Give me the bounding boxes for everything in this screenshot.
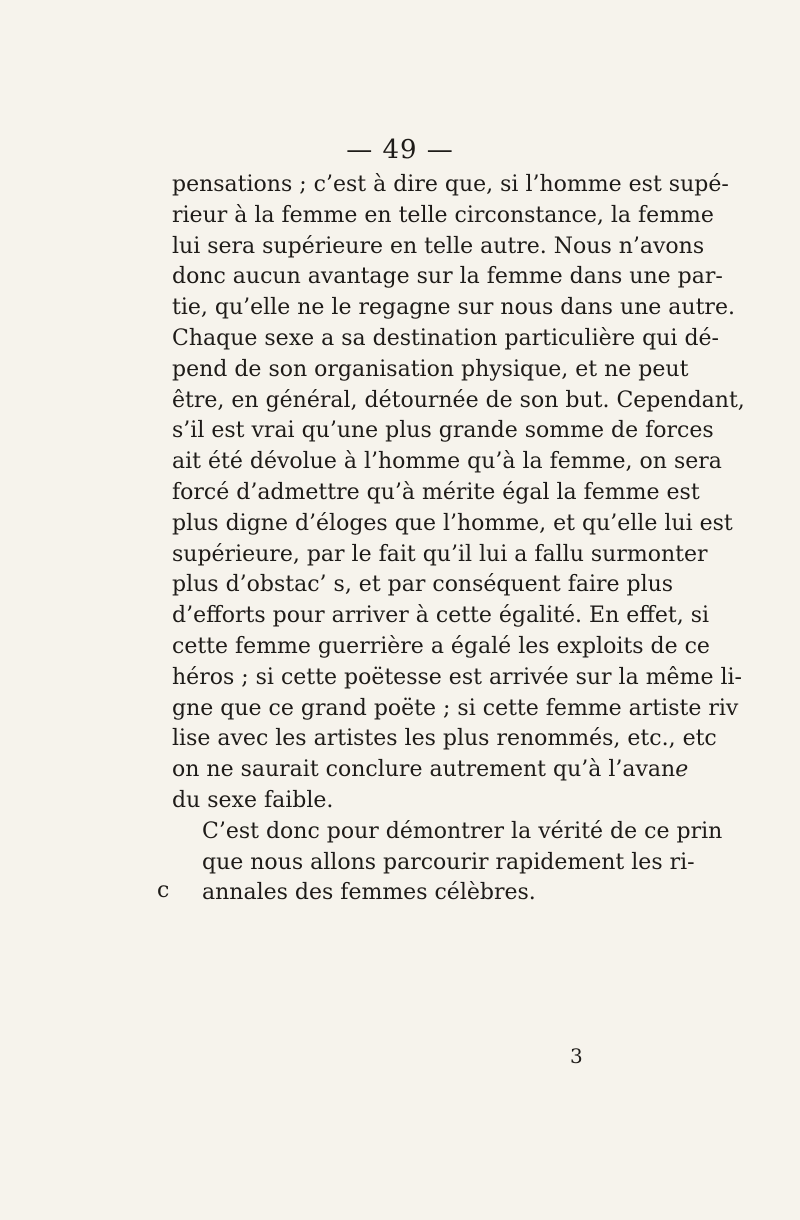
text-line: cette femme guerrière a égalé les exploits de ce: [172, 633, 710, 659]
text-line: plus d’obstac’ s, et par conséquent faire plus: [172, 572, 674, 598]
page-number: — 49 —: [346, 135, 454, 165]
text-line: héros ; si cette poëtesse est arrivée sur la même li-: [172, 664, 742, 690]
text-line: du sexe faible.: [172, 787, 334, 813]
text-line: que nous allons parcourir rapidement les ri-: [202, 849, 695, 875]
text-line: annales des femmes célèbres.: [202, 880, 536, 906]
text-line: on ne saurait conclure autrement qu’à l’avanℯ: [172, 757, 689, 783]
text-line: d’efforts pour arriver à cette égalité. En effet, si: [172, 603, 710, 629]
text-line: plus digne d’éloges que l’homme, et qu’elle lui est: [172, 510, 733, 536]
text-line: forcé d’admettre qu’à mérite égal la femme est: [172, 479, 700, 505]
text-line: lui sera supérieure en telle autre. Nous n’avons: [172, 233, 705, 259]
text-line: tie, qu’elle ne le regagne sur nous dans une autre.: [172, 295, 735, 321]
signature-mark: 3: [570, 1044, 583, 1068]
text-line: Chaque sexe a sa destination particulière qui dé-: [172, 325, 719, 351]
body-text: [172, 170, 745, 909]
text-line: pensations ; c’est à dire que, si l’homme est supé-: [172, 172, 729, 197]
text-line: gne que ce grand poëte ; si cette femme artiste riv: [172, 695, 739, 721]
text-line: lise avec les artistes les plus renommés, etc., etc: [172, 726, 717, 752]
text-line: être, en général, détournée de son but. Cependant,: [172, 387, 745, 413]
text-line: s’il est vrai qu’une plus grande somme de forces: [172, 418, 714, 444]
text-line: ait été dévolue à l’homme qu’à la femme, on sera: [172, 449, 722, 475]
text-line: supérieure, par le fait qu’il lui a fallu surmonter: [172, 541, 708, 567]
margin-letter: c: [157, 878, 170, 903]
text-line: rieur à la femme en telle circonstance, la femme: [172, 202, 714, 228]
text-line: pend de son organisation physique, et ne peut: [172, 356, 689, 382]
paragraph-start-line: C’est donc pour démontrer la vérité de ce prin: [202, 818, 723, 844]
text-line: donc aucun avantage sur la femme dans une par-: [172, 264, 723, 290]
